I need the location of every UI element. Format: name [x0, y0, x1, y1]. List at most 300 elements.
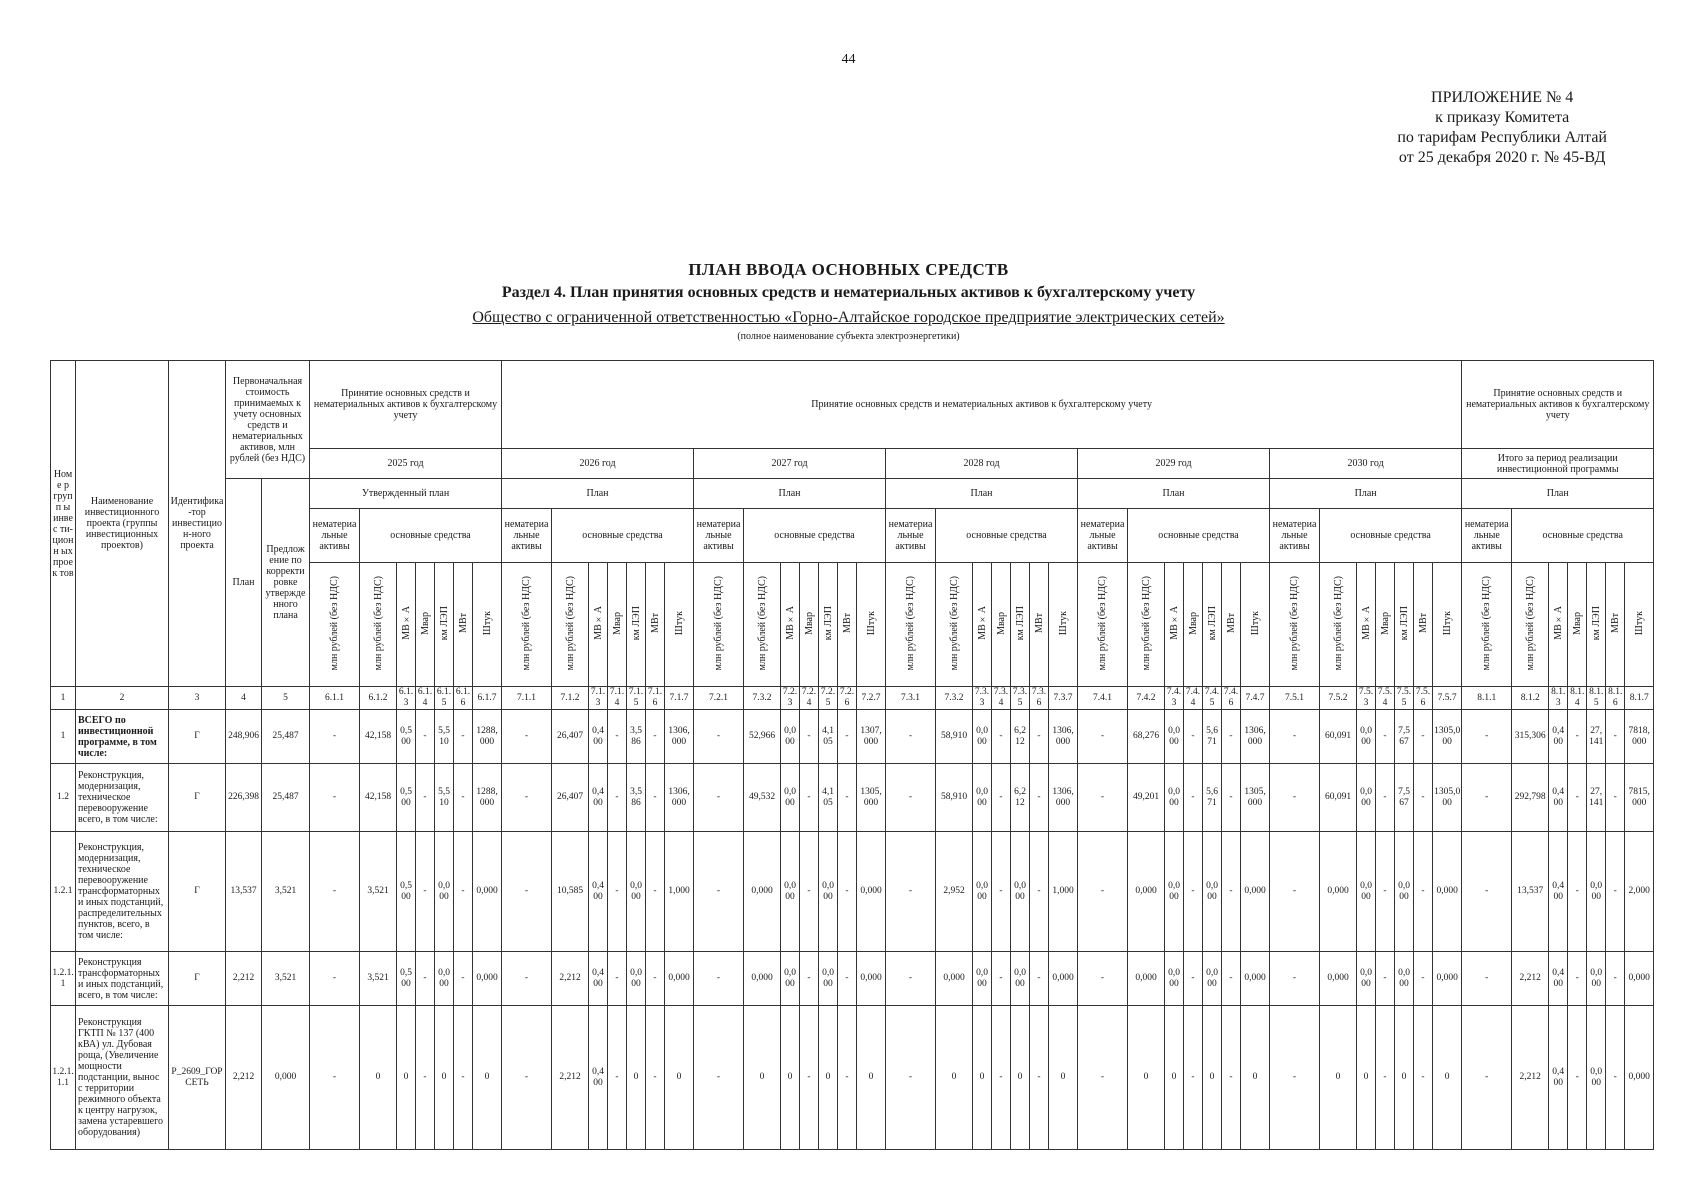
index-cell: 7.2.4	[800, 687, 819, 710]
table-cell: -	[1568, 1006, 1587, 1150]
table-cell: 0,000	[857, 832, 886, 952]
table-cell: 3,521	[262, 952, 310, 1006]
index-cell: 8.1.3	[1549, 687, 1568, 710]
table-cell: 0	[1433, 1006, 1462, 1150]
index-cell: 3	[169, 687, 226, 710]
table-cell: 3,586	[627, 710, 646, 764]
table-cell: -	[1414, 1006, 1433, 1150]
table-cell: 0,000	[1165, 832, 1184, 952]
header-unit-label: млн рублей (без НДС)	[1140, 575, 1152, 671]
table-cell: -	[1078, 764, 1128, 832]
table-cell: 0,000	[936, 952, 973, 1006]
table-cell: 0,000	[1241, 832, 1270, 952]
project-id: Г	[169, 710, 226, 764]
table-cell: -	[310, 1006, 360, 1150]
table-cell: 1306,000	[1049, 710, 1078, 764]
header-proposal: Предлож ение по корректи ровке утвержде нного плана	[262, 479, 310, 687]
table-cell: -	[694, 832, 744, 952]
table-cell: 3,586	[627, 764, 646, 832]
title-block	[0, 258, 1697, 344]
table-cell: -	[1222, 1006, 1241, 1150]
header-unit-label: млн рублей (без НДС)	[1289, 575, 1301, 671]
index-cell: 6.1.5	[435, 687, 454, 710]
header-unit-cell	[781, 563, 800, 687]
table-cell: 0,000	[1433, 952, 1462, 1006]
page-number: 44	[841, 52, 856, 67]
table-cell: 0,400	[1549, 764, 1568, 832]
table-cell: 1288,000	[473, 710, 502, 764]
table-cell: 2,212	[552, 952, 589, 1006]
header-unit-label: МВт	[1609, 613, 1621, 633]
header-fixed-assets: основные средства	[936, 509, 1078, 563]
table-cell: 1,000	[1049, 832, 1078, 952]
table-cell: 0,000	[1165, 710, 1184, 764]
header-group-middle: Принятие основных средств и нематериальных активов к бухгалтерскому учету	[502, 361, 1462, 449]
header-unit-label: км ЛЭП	[822, 605, 834, 641]
header-unit-label: МВт	[1417, 613, 1429, 633]
table-cell: -	[800, 710, 819, 764]
header-unit-label: МВ×А	[400, 606, 412, 640]
table-cell: 2,952	[936, 832, 973, 952]
table-cell: 0	[1395, 1006, 1414, 1150]
index-cell: 7.5.4	[1376, 687, 1395, 710]
header-unit-label: млн рублей (без НДС)	[713, 575, 725, 671]
table-cell: 42,158	[360, 764, 397, 832]
table-cell: -	[454, 764, 473, 832]
table-cell: -	[992, 952, 1011, 1006]
project-id: Г	[169, 832, 226, 952]
header-unit-cell	[608, 563, 627, 687]
index-cell: 7.3.5	[1011, 687, 1030, 710]
index-cell: 8.1.4	[1568, 687, 1587, 710]
table-cell: 0,400	[589, 1006, 608, 1150]
header-number: Номе р групп ы инвес ти- ционн ых проек тов	[51, 361, 76, 687]
index-cell: 7.1.4	[608, 687, 627, 710]
index-cell: 6.1.1	[310, 687, 360, 710]
header-unit-label: Мвар	[1571, 611, 1583, 635]
table-cell: 0,500	[397, 764, 416, 832]
header-unit-label: Мвар	[1379, 611, 1391, 635]
header-unit-cell	[1512, 563, 1549, 687]
header-unit-label: МВт	[841, 613, 853, 633]
index-cell: 6.1.4	[416, 687, 435, 710]
table-row	[51, 1006, 1654, 1150]
table-cell: -	[608, 764, 627, 832]
table-cell: -	[1414, 764, 1433, 832]
table-cell: 0,000	[1128, 952, 1165, 1006]
index-cell: 7.3.2	[744, 687, 781, 710]
table-cell: -	[1568, 764, 1587, 832]
table-cell: -	[1606, 952, 1625, 1006]
index-cell: 5	[262, 687, 310, 710]
index-cell: 7.3.6	[1030, 687, 1049, 710]
header-unit-cell	[1568, 563, 1587, 687]
table-cell: -	[454, 952, 473, 1006]
header-project-id: Идентифика -тор инвестицио н-ного проекта	[169, 361, 226, 687]
table-cell: 7,567	[1395, 710, 1414, 764]
table-cell: 5,671	[1203, 710, 1222, 764]
table-cell: 2,212	[552, 1006, 589, 1150]
index-cell: 7.2.7	[857, 687, 886, 710]
header-unit-label: км ЛЭП	[630, 605, 642, 641]
table-cell: -	[502, 1006, 552, 1150]
index-cell: 1	[51, 687, 76, 710]
table-cell: -	[646, 710, 665, 764]
header-unit-label: МВ×А	[784, 606, 796, 640]
index-cell: 7.3.4	[992, 687, 1011, 710]
table-cell: -	[992, 764, 1011, 832]
header-fixed-assets: основные средства	[1320, 509, 1462, 563]
table-cell: 0,000	[1203, 952, 1222, 1006]
header-group-left: Принятие основных средств и нематериальных активов к бухгалтерскому учету	[310, 361, 502, 449]
appendix-line: от 25 декабря 2020 г. № 45-ВД	[1398, 149, 1606, 166]
project-name: Реконструкция трансформаторных и иных подстанций, всего, в том числе:	[76, 952, 169, 1006]
table-cell: -	[838, 832, 857, 952]
header-unit-cell	[886, 563, 936, 687]
header-year-2025: 2025 год	[310, 449, 502, 479]
header-unit-label: МВт	[1225, 613, 1237, 633]
header-approved-plan: Утвержденный план	[310, 479, 502, 509]
header-unit-label: МВ×А	[1552, 606, 1564, 640]
header-unit-label: Штук	[865, 610, 877, 636]
index-cell: 7.2.5	[819, 687, 838, 710]
table-cell: -	[502, 710, 552, 764]
table-cell: -	[1270, 952, 1320, 1006]
index-cell: 6.1.7	[473, 687, 502, 710]
table-cell: 2,212	[1512, 1006, 1549, 1150]
index-cell: 7.5.6	[1414, 687, 1433, 710]
table-cell: -	[838, 710, 857, 764]
header-unit-label: Штук	[1441, 610, 1453, 636]
index-cell: 8.1.7	[1625, 687, 1654, 710]
table-cell: -	[310, 952, 360, 1006]
header-unit-cell	[1357, 563, 1376, 687]
table-cell: 0,000	[1395, 952, 1414, 1006]
header-unit-cell	[310, 563, 360, 687]
table-cell: -	[694, 710, 744, 764]
table-cell: 4,105	[819, 710, 838, 764]
table-cell: -	[1222, 764, 1241, 832]
header-unit-label: МВ×А	[592, 606, 604, 640]
table-cell: 0,000	[627, 952, 646, 1006]
table-cell: -	[608, 1006, 627, 1150]
table-cell: 0,000	[1433, 832, 1462, 952]
organization-name: Общество с ограниченной ответственностью «Горно-Алтайское городское предприятие электрических сетей»	[472, 309, 1225, 326]
index-cell: 7.4.7	[1241, 687, 1270, 710]
header-plan-2027: План	[694, 479, 886, 509]
table-cell: -	[1606, 832, 1625, 952]
index-cell: 6.1.3	[397, 687, 416, 710]
table-cell: 0,000	[1395, 832, 1414, 952]
table-cell: -	[646, 764, 665, 832]
index-row	[51, 687, 1654, 710]
index-cell: 7.5.2	[1320, 687, 1357, 710]
table-cell: -	[838, 764, 857, 832]
appendix-line: по тарифам Республики Алтай	[1397, 129, 1607, 146]
table-cell: 0,000	[1011, 952, 1030, 1006]
table-cell: 7,567	[1395, 764, 1414, 832]
table-cell: 1307,000	[857, 710, 886, 764]
index-cell: 8.1.2	[1512, 687, 1549, 710]
header-unit-cell	[1165, 563, 1184, 687]
header-plan-2030: План	[1270, 479, 1462, 509]
header-unit-label: Штук	[673, 610, 685, 636]
header-unit-cell	[819, 563, 838, 687]
table-cell: 248,906	[226, 710, 262, 764]
index-cell: 7.1.2	[552, 687, 589, 710]
table-cell: 0,000	[1625, 1006, 1654, 1150]
index-cell: 6.1.2	[360, 687, 397, 710]
header-unit-label: млн рублей (без НДС)	[756, 575, 768, 671]
table-row	[51, 710, 1654, 764]
table-cell: -	[1462, 1006, 1512, 1150]
table-cell: -	[694, 1006, 744, 1150]
header-plan-total: План	[1462, 479, 1654, 509]
table-cell: 0,400	[589, 832, 608, 952]
table-cell: -	[646, 832, 665, 952]
header-unit-label: Штук	[1249, 610, 1261, 636]
table-cell: -	[886, 1006, 936, 1150]
header-row-plan	[51, 479, 1654, 509]
table-cell: -	[1184, 1006, 1203, 1150]
table-cell: 0	[397, 1006, 416, 1150]
header-unit-cell	[1414, 563, 1433, 687]
index-cell: 7.4.6	[1222, 687, 1241, 710]
table-cell: 0	[1011, 1006, 1030, 1150]
table-cell: -	[646, 1006, 665, 1150]
table-cell: -	[454, 1006, 473, 1150]
table-cell: 0,000	[1587, 952, 1606, 1006]
table-row	[51, 832, 1654, 952]
table-cell: -	[1568, 952, 1587, 1006]
header-group-right: Принятие основных средств и нематериальных активов к бухгалтерскому учету	[1462, 361, 1654, 449]
table-cell: 2,212	[226, 1006, 262, 1150]
table-cell: 1306,000	[665, 764, 694, 832]
header-unit-label: Штук	[1633, 610, 1645, 636]
table-cell: -	[608, 832, 627, 952]
table-cell: 0,000	[1165, 952, 1184, 1006]
header-unit-cell	[397, 563, 416, 687]
table-cell: -	[694, 764, 744, 832]
project-name: Реконструкция, модернизация, техническое перевооружение всего, в том числе:	[76, 764, 169, 832]
header-intangible-assets: нематериа льные активы	[310, 509, 360, 563]
table-cell: 2,212	[226, 952, 262, 1006]
table-cell: -	[886, 710, 936, 764]
table-cell: -	[992, 832, 1011, 952]
header-unit-cell	[1320, 563, 1357, 687]
header-unit-cell	[857, 563, 886, 687]
header-fixed-assets: основные средства	[360, 509, 502, 563]
table-cell: 292,798	[1512, 764, 1549, 832]
index-cell: 7.4.5	[1203, 687, 1222, 710]
table-cell: -	[1376, 832, 1395, 952]
header-fixed-assets: основные средства	[1512, 509, 1654, 563]
table-cell: 3,521	[360, 952, 397, 1006]
header-unit-cell	[1222, 563, 1241, 687]
table-cell: -	[502, 832, 552, 952]
project-name: Реконструкция, модернизация, техническое перевооружение трансформаторных и иных подстанций, распределительных пунктов, всего, в том числе:	[76, 832, 169, 952]
table-cell: -	[1270, 710, 1320, 764]
table-cell: 0,000	[435, 832, 454, 952]
row-number: 1.2.1.1.1	[51, 1006, 76, 1150]
table-cell: -	[502, 764, 552, 832]
table-cell: 1,000	[665, 832, 694, 952]
table-cell: -	[800, 764, 819, 832]
table-cell: 58,910	[936, 764, 973, 832]
table-cell: 25,487	[262, 710, 310, 764]
index-cell: 7.2.1	[694, 687, 744, 710]
header-unit-cell	[589, 563, 608, 687]
table-cell: 6,212	[1011, 710, 1030, 764]
table-cell: -	[1030, 710, 1049, 764]
table-cell: 1306,000	[1049, 764, 1078, 832]
header-unit-cell	[1395, 563, 1414, 687]
table-cell: -	[886, 952, 936, 1006]
header-intangible-assets: нематериа льные активы	[694, 509, 744, 563]
index-cell: 7.5.5	[1395, 687, 1414, 710]
table-cell: -	[1376, 952, 1395, 1006]
table-cell: -	[416, 710, 435, 764]
project-id: Г	[169, 952, 226, 1006]
table-cell: -	[1030, 832, 1049, 952]
header-plan-2028: План	[886, 479, 1078, 509]
project-name: Реконструкция ГКТП № 137 (400 кВА) ул. Дубовая роща, (Увеличение мощности подстанции, вынос с территории режимного объекта к центру нагрузок, замена устаревшего оборудования)	[76, 1006, 169, 1150]
table-cell: -	[1030, 1006, 1049, 1150]
table-row	[51, 764, 1654, 832]
header-unit-cell	[1270, 563, 1320, 687]
table-cell: 0,000	[1128, 832, 1165, 952]
table-cell: -	[310, 764, 360, 832]
header-unit-label: млн рублей (без НДС)	[329, 575, 341, 671]
index-cell: 7.1.5	[627, 687, 646, 710]
table-cell: 0,000	[1587, 832, 1606, 952]
appendix-line: ПРИЛОЖЕНИЕ № 4	[1431, 89, 1574, 106]
header-unit-cell	[694, 563, 744, 687]
header-unit-cell	[416, 563, 435, 687]
table-cell: 5,671	[1203, 764, 1222, 832]
table-cell: -	[608, 710, 627, 764]
table-cell: -	[1462, 764, 1512, 832]
header-total-period: Итого за период реализации инвестиционной программы	[1462, 449, 1654, 479]
header-unit-cell	[627, 563, 646, 687]
header-unit-cell	[1625, 563, 1654, 687]
header-unit-label: Штук	[481, 610, 493, 636]
header-fixed-assets: основные средства	[552, 509, 694, 563]
table-cell: 0,000	[781, 764, 800, 832]
header-unit-cell	[435, 563, 454, 687]
header-unit-cell	[1128, 563, 1165, 687]
table-cell: -	[1222, 832, 1241, 952]
table-cell: 0,400	[1549, 1006, 1568, 1150]
table-cell: -	[1376, 764, 1395, 832]
index-cell: 7.5.1	[1270, 687, 1320, 710]
table-cell: -	[1184, 952, 1203, 1006]
table-cell: 0,000	[744, 832, 781, 952]
table-cell: -	[1414, 710, 1433, 764]
header-unit-label: млн рублей (без НДС)	[564, 575, 576, 671]
header-plan-2029: План	[1078, 479, 1270, 509]
header-project-name: Наименование инвестиционного проекта (группы инвестиционных проектов)	[76, 361, 169, 687]
table-cell: -	[416, 764, 435, 832]
table-cell: -	[1222, 710, 1241, 764]
table-cell: 49,201	[1128, 764, 1165, 832]
header-plan: План	[226, 479, 262, 687]
header-year-2029: 2029 год	[1078, 449, 1270, 479]
index-cell: 7.3.3	[973, 687, 992, 710]
table-cell: -	[694, 952, 744, 1006]
header-fixed-assets: основные средства	[744, 509, 886, 563]
index-cell: 7.2.3	[781, 687, 800, 710]
table-cell: 0,000	[1357, 952, 1376, 1006]
header-year-2026: 2026 год	[502, 449, 694, 479]
table-cell: 0	[781, 1006, 800, 1150]
header-year-2028: 2028 год	[886, 449, 1078, 479]
table-cell: 0,000	[262, 1006, 310, 1150]
header-unit-cell	[1462, 563, 1512, 687]
header-unit-label: Мвар	[803, 611, 815, 635]
index-cell: 7.3.1	[886, 687, 936, 710]
table-cell: 0	[1320, 1006, 1357, 1150]
header-row-1	[51, 361, 1654, 449]
table-cell: 0,400	[1549, 952, 1568, 1006]
table-cell: -	[1030, 952, 1049, 1006]
table-cell: 0	[1049, 1006, 1078, 1150]
table-cell: 0	[857, 1006, 886, 1150]
header-unit-cell	[665, 563, 694, 687]
header-unit-label: км ЛЭП	[1398, 605, 1410, 641]
table-cell: 0,000	[1587, 1006, 1606, 1150]
header-unit-cell	[838, 563, 857, 687]
index-cell: 8.1.1	[1462, 687, 1512, 710]
table-cell: 0	[1357, 1006, 1376, 1150]
table-cell: 0,400	[589, 764, 608, 832]
header-unit-cell	[800, 563, 819, 687]
row-number: 1	[51, 710, 76, 764]
table-cell: -	[800, 1006, 819, 1150]
table-cell: 0,000	[973, 764, 992, 832]
index-cell: 7.5.7	[1433, 687, 1462, 710]
table-cell: 13,537	[1512, 832, 1549, 952]
table-cell: 0,000	[1049, 952, 1078, 1006]
header-unit-label: км ЛЭП	[438, 605, 450, 641]
header-unit-cell	[1549, 563, 1568, 687]
header-unit-cell	[1011, 563, 1030, 687]
table-cell: 1306,000	[665, 710, 694, 764]
table-cell: 60,091	[1320, 764, 1357, 832]
project-id: P_2609_ГОРСЕТЬ	[169, 1006, 226, 1150]
table-cell: 1305,000	[857, 764, 886, 832]
table-cell: -	[886, 764, 936, 832]
table-cell: 0	[360, 1006, 397, 1150]
appendix-block	[1397, 88, 1607, 168]
table-cell: 2,000	[1625, 832, 1654, 952]
table-cell: 7818,000	[1625, 710, 1654, 764]
table-cell: -	[800, 952, 819, 1006]
index-cell: 7.1.7	[665, 687, 694, 710]
table-cell: 26,407	[552, 710, 589, 764]
table-cell: -	[1376, 1006, 1395, 1150]
table-cell: 49,532	[744, 764, 781, 832]
index-cell: 2	[76, 687, 169, 710]
header-unit-cell	[473, 563, 502, 687]
table-cell: 0,400	[1549, 832, 1568, 952]
table-cell: 0,000	[1357, 832, 1376, 952]
table-cell: -	[1462, 710, 1512, 764]
table-cell: -	[992, 1006, 1011, 1150]
table-cell: 0,000	[781, 710, 800, 764]
table-cell: 0,000	[1357, 710, 1376, 764]
table-cell: 0,000	[819, 832, 838, 952]
